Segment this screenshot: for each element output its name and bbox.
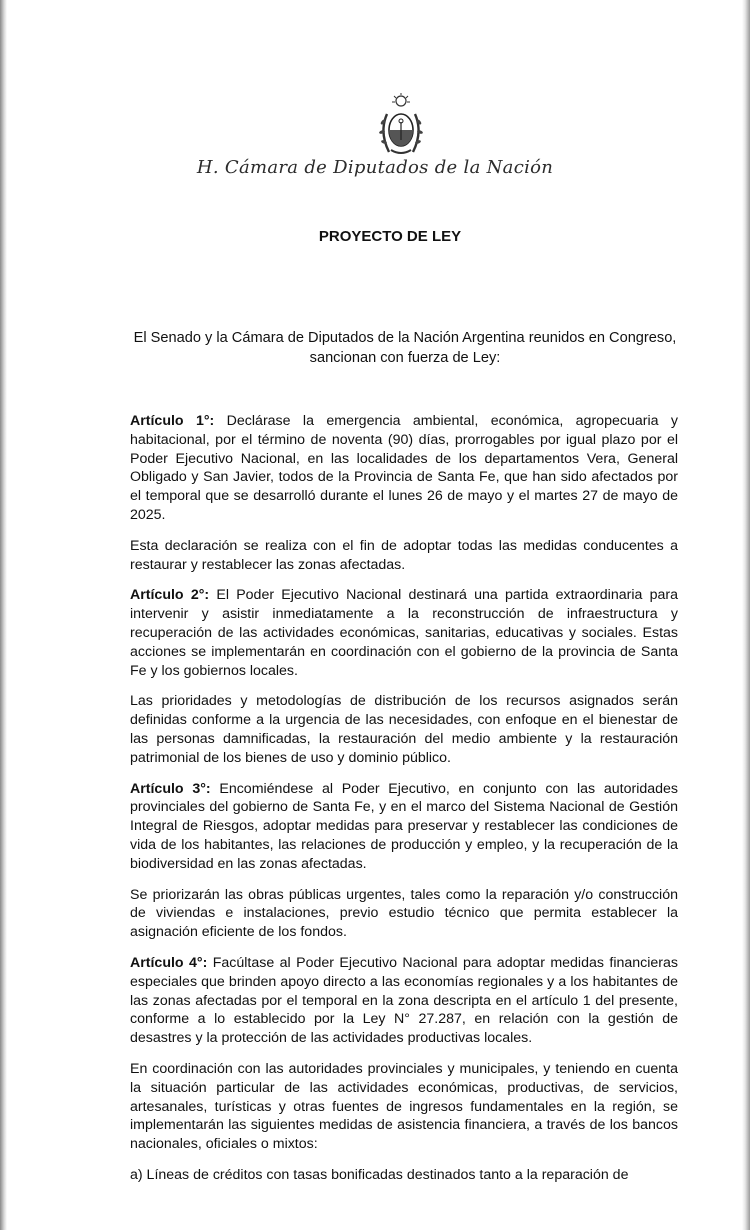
- chamber-letterhead: H. Cámara de Diputados de la Nación: [196, 157, 554, 178]
- article-3-text: Encomiéndese al Poder Ejecutivo, en conjunto con las autoridades provinciales del gobierno de Santa Fe, y en el marco del Sistema Nacional de Gestión Integral de Riesgos, adoptar medidas para preservar y restablecer las condiciones de vida de los habitantes, las relaciones de producción y empleo, y la recuperación de la biodiversidad en las zonas afectadas.: [130, 780, 678, 872]
- articles-body: [130, 412, 678, 1197]
- list-item-a: a) Líneas de créditos con tasas bonificadas destinados tanto a la reparación de: [130, 1166, 629, 1183]
- article-2-paragraph-2: Las prioridades y metodologías de distribución de los recursos asignados serán definidas conforme a la urgencia de las necesidades, con enfoque en el bienestar de las personas damnificadas, la restauración del medio ambiente y la restauración patrimonial de los bienes de uso y dominio público.: [130, 693, 678, 766]
- article-4-label: Artículo 4°:: [130, 954, 208, 971]
- enacting-formula: El Senado y la Cámara de Diputados de la Nación Argentina reunidos en Congreso, sancionan con fuerza de Ley:: [133, 330, 677, 366]
- article-1-text: Declárase la emergencia ambiental, económica, agropecuaria y habitacional, por el término de noventa (90) días, prorrogables por igual plazo por el Poder Ejecutivo Nacional, en las localidades de los departamentos Vera, General Obligado y San Javier, todos de la Provincia de Santa Fe, que han sido afectados por el temporal que se desarrolló durante el lunes 26 de mayo y el martes 27 de mayo de 2025.: [130, 413, 678, 523]
- article-1: [130, 412, 678, 525]
- article-1-label: Artículo 1°:: [130, 413, 215, 429]
- argentine-coat-of-arms-icon: [373, 92, 429, 160]
- article-1-paragraph-2: Esta declaración se realiza con el fin de adoptar todas las medidas conducentes a restaurar y restablecer las zonas afectadas.: [130, 537, 678, 573]
- article-2-text: El Poder Ejecutivo Nacional destinará una partida extraordinaria para intervenir y asistir inmediatamente a la reconstrucción de infraestructura y recuperación de las actividades económicas, sanitarias, educativas y sociales. Estas acciones se implementarán en coordinación con el gobierno de la provincia de Santa Fe y los gobiernos locales.: [130, 587, 678, 679]
- article-3-label: Artículo 3°:: [130, 780, 211, 797]
- article-4-text: Facúltase al Poder Ejecutivo Nacional para adoptar medidas financieras especiales que brinden apoyo directo a las economías regionales y a los habitantes de las zonas afectadas por el temporal en la zona descripta en el artículo 1 del presente, conforme a lo establecido por la Ley N° 27.287, en relación con la gestión de desastres y la protección de las actividades productivas locales.: [130, 954, 678, 1047]
- document-title: PROYECTO DE LEY: [318, 228, 462, 245]
- article-2-label: Artículo 2°:: [130, 587, 210, 604]
- article-4-paragraph-2: En coordinación con las autoridades provinciales y municipales, y teniendo en cuenta la situación particular de las actividades económicas, productivas, de servicios, artesanales, turísticas y otras fuentes de ingresos fundamentales en la región, se implementarán las siguientes medidas de asistencia financiera, a través de los bancos nacionales, oficiales o mixtos:: [130, 1060, 678, 1153]
- article-3-paragraph-2: Se priorizarán las obras públicas urgentes, tales como la reparación y/o construcción de viviendas e instalaciones, previo estudio técnico que permita establecer la asignación eficiente de los fondos.: [130, 886, 678, 941]
- article-2: [130, 586, 678, 680]
- article-3: [130, 780, 678, 874]
- article-4: [130, 954, 678, 1048]
